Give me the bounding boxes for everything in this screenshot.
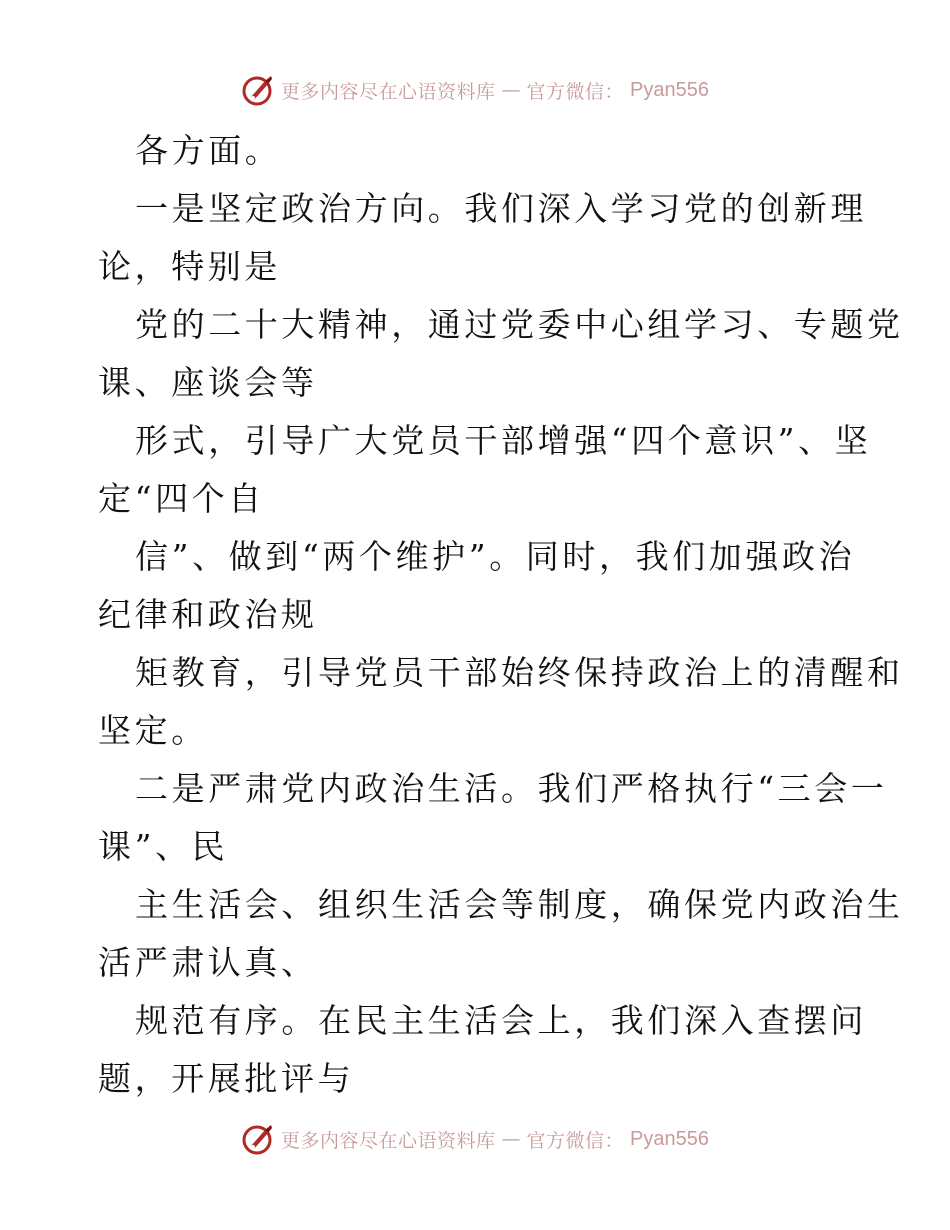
watermark-separator: — bbox=[501, 1128, 521, 1150]
watermark-wechat-id: Pyan556 bbox=[630, 78, 709, 101]
text-line: 论，特别是 bbox=[98, 247, 281, 286]
watermark-text: 更多内容尽在心语资料库 bbox=[281, 1129, 496, 1152]
text-line: 课”、民 bbox=[98, 827, 229, 866]
text-line: 坚定。 bbox=[98, 711, 208, 750]
text-line: 二是严肃党内政治生活。我们严格执行“三会一 bbox=[135, 769, 888, 808]
text-line: 形式，引导广大党员干部增强“四个意识”、坚 bbox=[135, 421, 872, 460]
watermark-label: 官方微信： bbox=[526, 80, 625, 103]
watermark-wechat-id: Pyan556 bbox=[630, 1127, 709, 1150]
text-line: 课、座谈会等 bbox=[98, 363, 318, 402]
header-watermark bbox=[0, 70, 950, 110]
text-line: 规范有序。在民主生活会上，我们深入查摆问 bbox=[135, 1001, 867, 1040]
text-line: 纪律和政治规 bbox=[98, 595, 318, 634]
text-line: 活严肃认真、 bbox=[98, 943, 318, 982]
pen-logo-icon bbox=[241, 73, 275, 107]
text-line: 信”、做到“两个维护”。同时，我们加强政治 bbox=[135, 537, 856, 576]
text-line: 一是坚定政治方向。我们深入学习党的创新理 bbox=[135, 189, 867, 228]
watermark-separator: — bbox=[501, 79, 521, 101]
document-body bbox=[98, 122, 904, 1108]
text-line: 矩教育，引导党员干部始终保持政治上的清醒和 bbox=[135, 653, 904, 692]
text-line: 题，开展批评与 bbox=[98, 1059, 355, 1098]
text-line: 定“四个自 bbox=[98, 479, 265, 518]
footer-watermark bbox=[0, 1119, 950, 1159]
text-line: 主生活会、组织生活会等制度，确保党内政治生 bbox=[135, 885, 904, 924]
pen-logo-icon bbox=[241, 1122, 275, 1156]
watermark-text: 更多内容尽在心语资料库 bbox=[281, 80, 496, 103]
watermark-label: 官方微信： bbox=[526, 1129, 625, 1152]
text-line: 党的二十大精神，通过党委中心组学习、专题党 bbox=[135, 305, 904, 344]
text-line: 各方面。 bbox=[135, 131, 282, 170]
